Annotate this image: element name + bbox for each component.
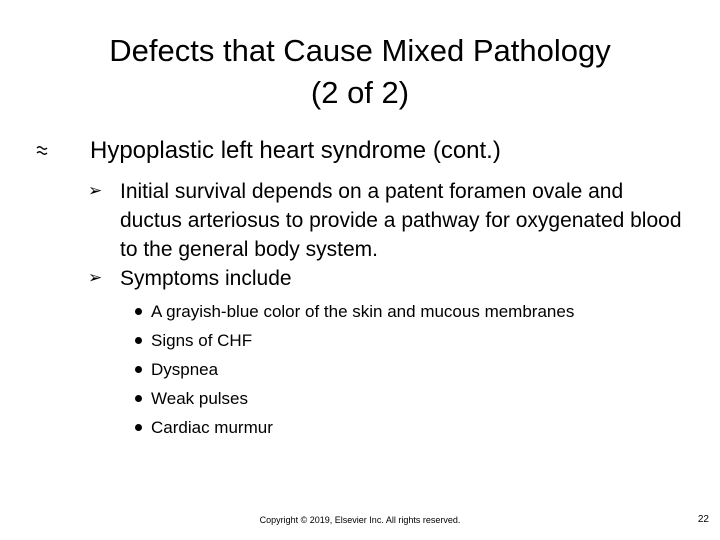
arrowhead-bullet-icon: ➢ [88, 181, 103, 201]
page-number: 22 [697, 514, 709, 525]
point-item [88, 264, 688, 293]
symptom-item [135, 413, 688, 442]
copyright-notice: Copyright © 2019, Elsevier Inc. All rights reserved. [259, 515, 461, 525]
symptom-text: Weak pulses [151, 389, 249, 408]
point-item [88, 177, 688, 264]
symptom-text: Dyspnea [151, 360, 219, 379]
wave-bullet-icon [36, 145, 50, 157]
slide-title [0, 30, 720, 114]
slide-title-line-1: Defects that Cause Mixed Pathology [109, 33, 611, 68]
dot-bullet-icon [135, 308, 142, 315]
symptom-item [135, 326, 688, 355]
point-text: Symptoms include [120, 267, 292, 290]
arrowhead-bullet-icon: ➢ [88, 268, 103, 288]
symptom-text: A grayish-blue color of the skin and mucous membranes [151, 302, 575, 321]
symptom-item [135, 355, 688, 384]
dot-bullet-icon [135, 337, 142, 344]
dot-bullet-icon [135, 395, 142, 402]
point-list [88, 177, 688, 442]
symptom-item [135, 384, 688, 413]
symptom-text: Signs of CHF [151, 331, 253, 350]
symptom-list [135, 297, 688, 442]
topic-text: Hypoplastic left heart syndrome (cont.) [90, 137, 501, 164]
point-text: Initial survival depends on a patent foramen ovale and ductus arteriosus to provide a pathway for oxygenated blood to the general body system. [120, 180, 682, 261]
dot-bullet-icon [135, 366, 142, 373]
dot-bullet-icon [135, 424, 142, 431]
slide-title-line-2: (2 of 2) [310, 75, 410, 110]
symptom-text: Cardiac murmur [151, 418, 273, 437]
symptom-item [135, 297, 688, 326]
